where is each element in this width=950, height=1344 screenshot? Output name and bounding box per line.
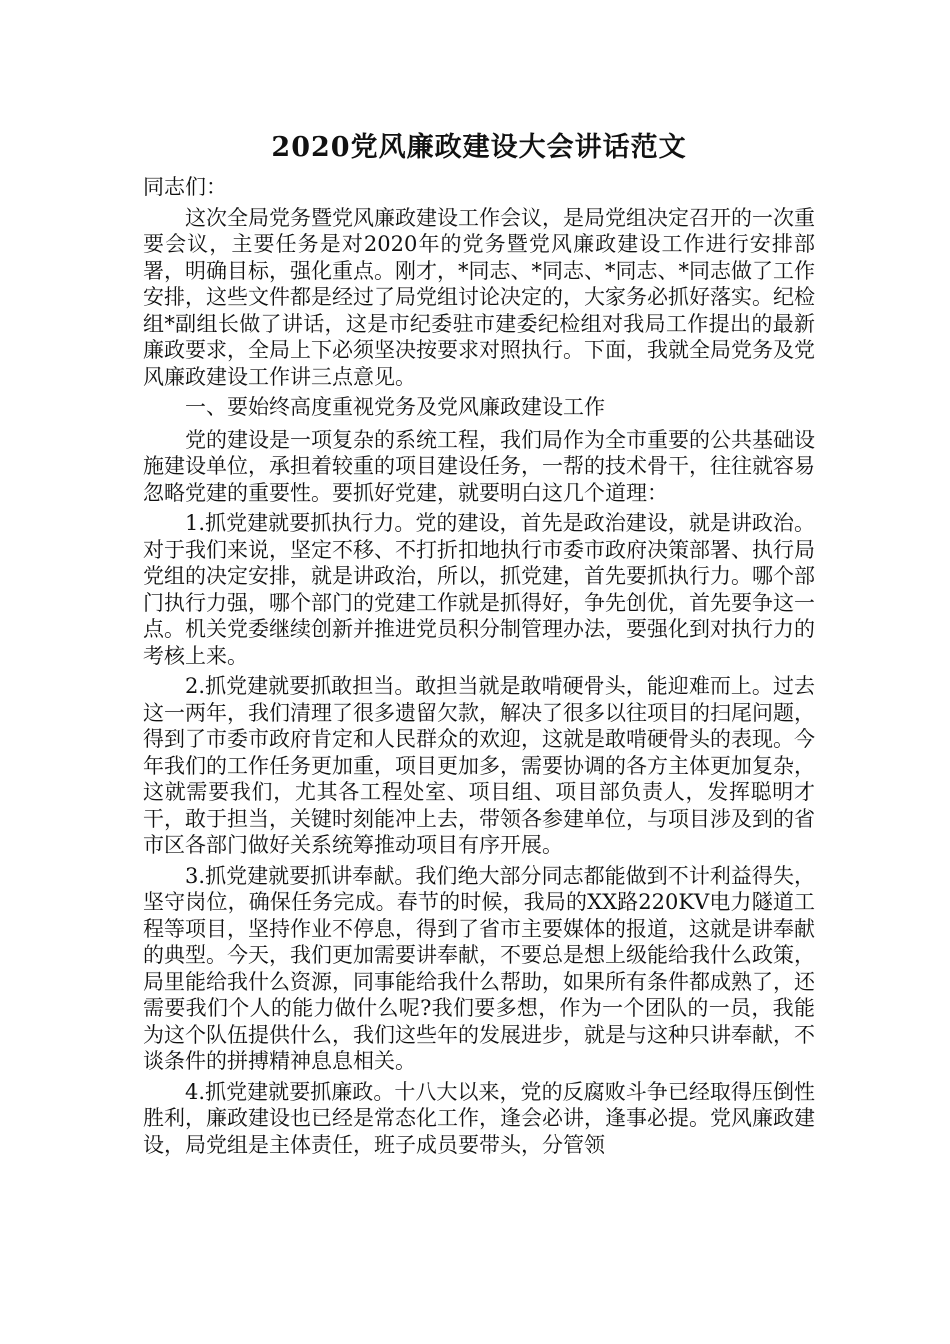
salutation: 同志们：: [143, 175, 227, 199]
document-page: [143, 128, 815, 1162]
paragraph-point-2: 2.抓党建就要抓敢担当。敢担当就是敢啃硬骨头，能迎难而上。过去这一两年，我们清理了很多遗留欠款，解决了很多以往项目的扫尾问题，得到了市委市政府肯定和人民群众的欢迎，这就是敢啃硬骨头的表现。今年我们的工作任务更加重，项目更加多，需要协调的各方主体更加复杂，这就需要我们，尤其各工程处室、项目组、项目部负责人，发挥聪明才干，敢于担当，关键时刻能冲上去，带领各参建单位，与项目涉及到的省市区各部门做好关系统筹推动项目有序开展。: [143, 674, 815, 857]
paragraph-point-3: 3.抓党建就要抓讲奉献。我们绝大部分同志都能做到不计利益得失，坚守岗位，确保任务完成。春节的时候，我局的XX路220KV电力隧道工程等项目，坚持作业不停息，得到了省市主要媒体的报道，这就是讲奉献的典型。今天，我们更加需要讲奉献，不要总是想上级能给我什么政策，局里能给我什么资源，同事能给我什么帮助，如果所有条件都成熟了，还需要我们个人的能力做什么呢?我们要多想，作为一个团队的一员，我能为这个队伍提供什么，我们这些年的发展进步，就是与这种只讲奉献，不谈条件的拼搏精神息息相关。: [143, 863, 815, 1073]
paragraph-intro: 这次全局党务暨党风廉政建设工作会议，是局党组决定召开的一次重要会议，主要任务是对2020年的党务暨党风廉政建设工作进行安排部署，明确目标，强化重点。刚才，*同志、*同志、*同志、*同志做了工作安排，这些文件都是经过了局党组讨论决定的，大家务必抓好落实。纪检组*副组长做了讲话，这是市纪委驻市建委纪检组对我局工作提出的最新廉政要求，全局上下必须坚决按要求对照执行。下面，我就全局党务及党风廉政建设工作讲三点意见。: [143, 205, 815, 389]
paragraph-party-building: 党的建设是一项复杂的系统工程，我们局作为全市重要的公共基础设施建设单位，承担着较重的项目建设任务，一帮的技术骨干，往往就容易忽略党建的重要性。要抓好党建，就要明白这几个道理：: [143, 427, 815, 505]
document-title: 2020党风廉政建设大会讲话范文: [271, 132, 687, 163]
section-heading-1: 一、要始终高度重视党务及党风廉政建设工作: [185, 395, 605, 419]
paragraph-point-4: 4.抓党建就要抓廉政。十八大以来，党的反腐败斗争已经取得压倒性胜利，廉政建设也已经是常态化工作，逢会必讲，逢事必提。党风廉政建设，局党组是主体责任，班子成员要带头，分管领: [143, 1079, 815, 1157]
paragraph-point-1: 1.抓党建就要抓执行力。党的建设，首先是政治建设，就是讲政治。对于我们来说，坚定不移、不打折扣地执行市委市政府决策部署、执行局党组的决定安排，就是讲政治，所以，抓党建，首先要抓执行力。哪个部门执行力强，哪个部门的党建工作就是抓得好，争先创优，首先要争这一点。机关党委继续创新并推进党员积分制管理办法，要强化到对执行力的考核上来。: [143, 511, 815, 668]
